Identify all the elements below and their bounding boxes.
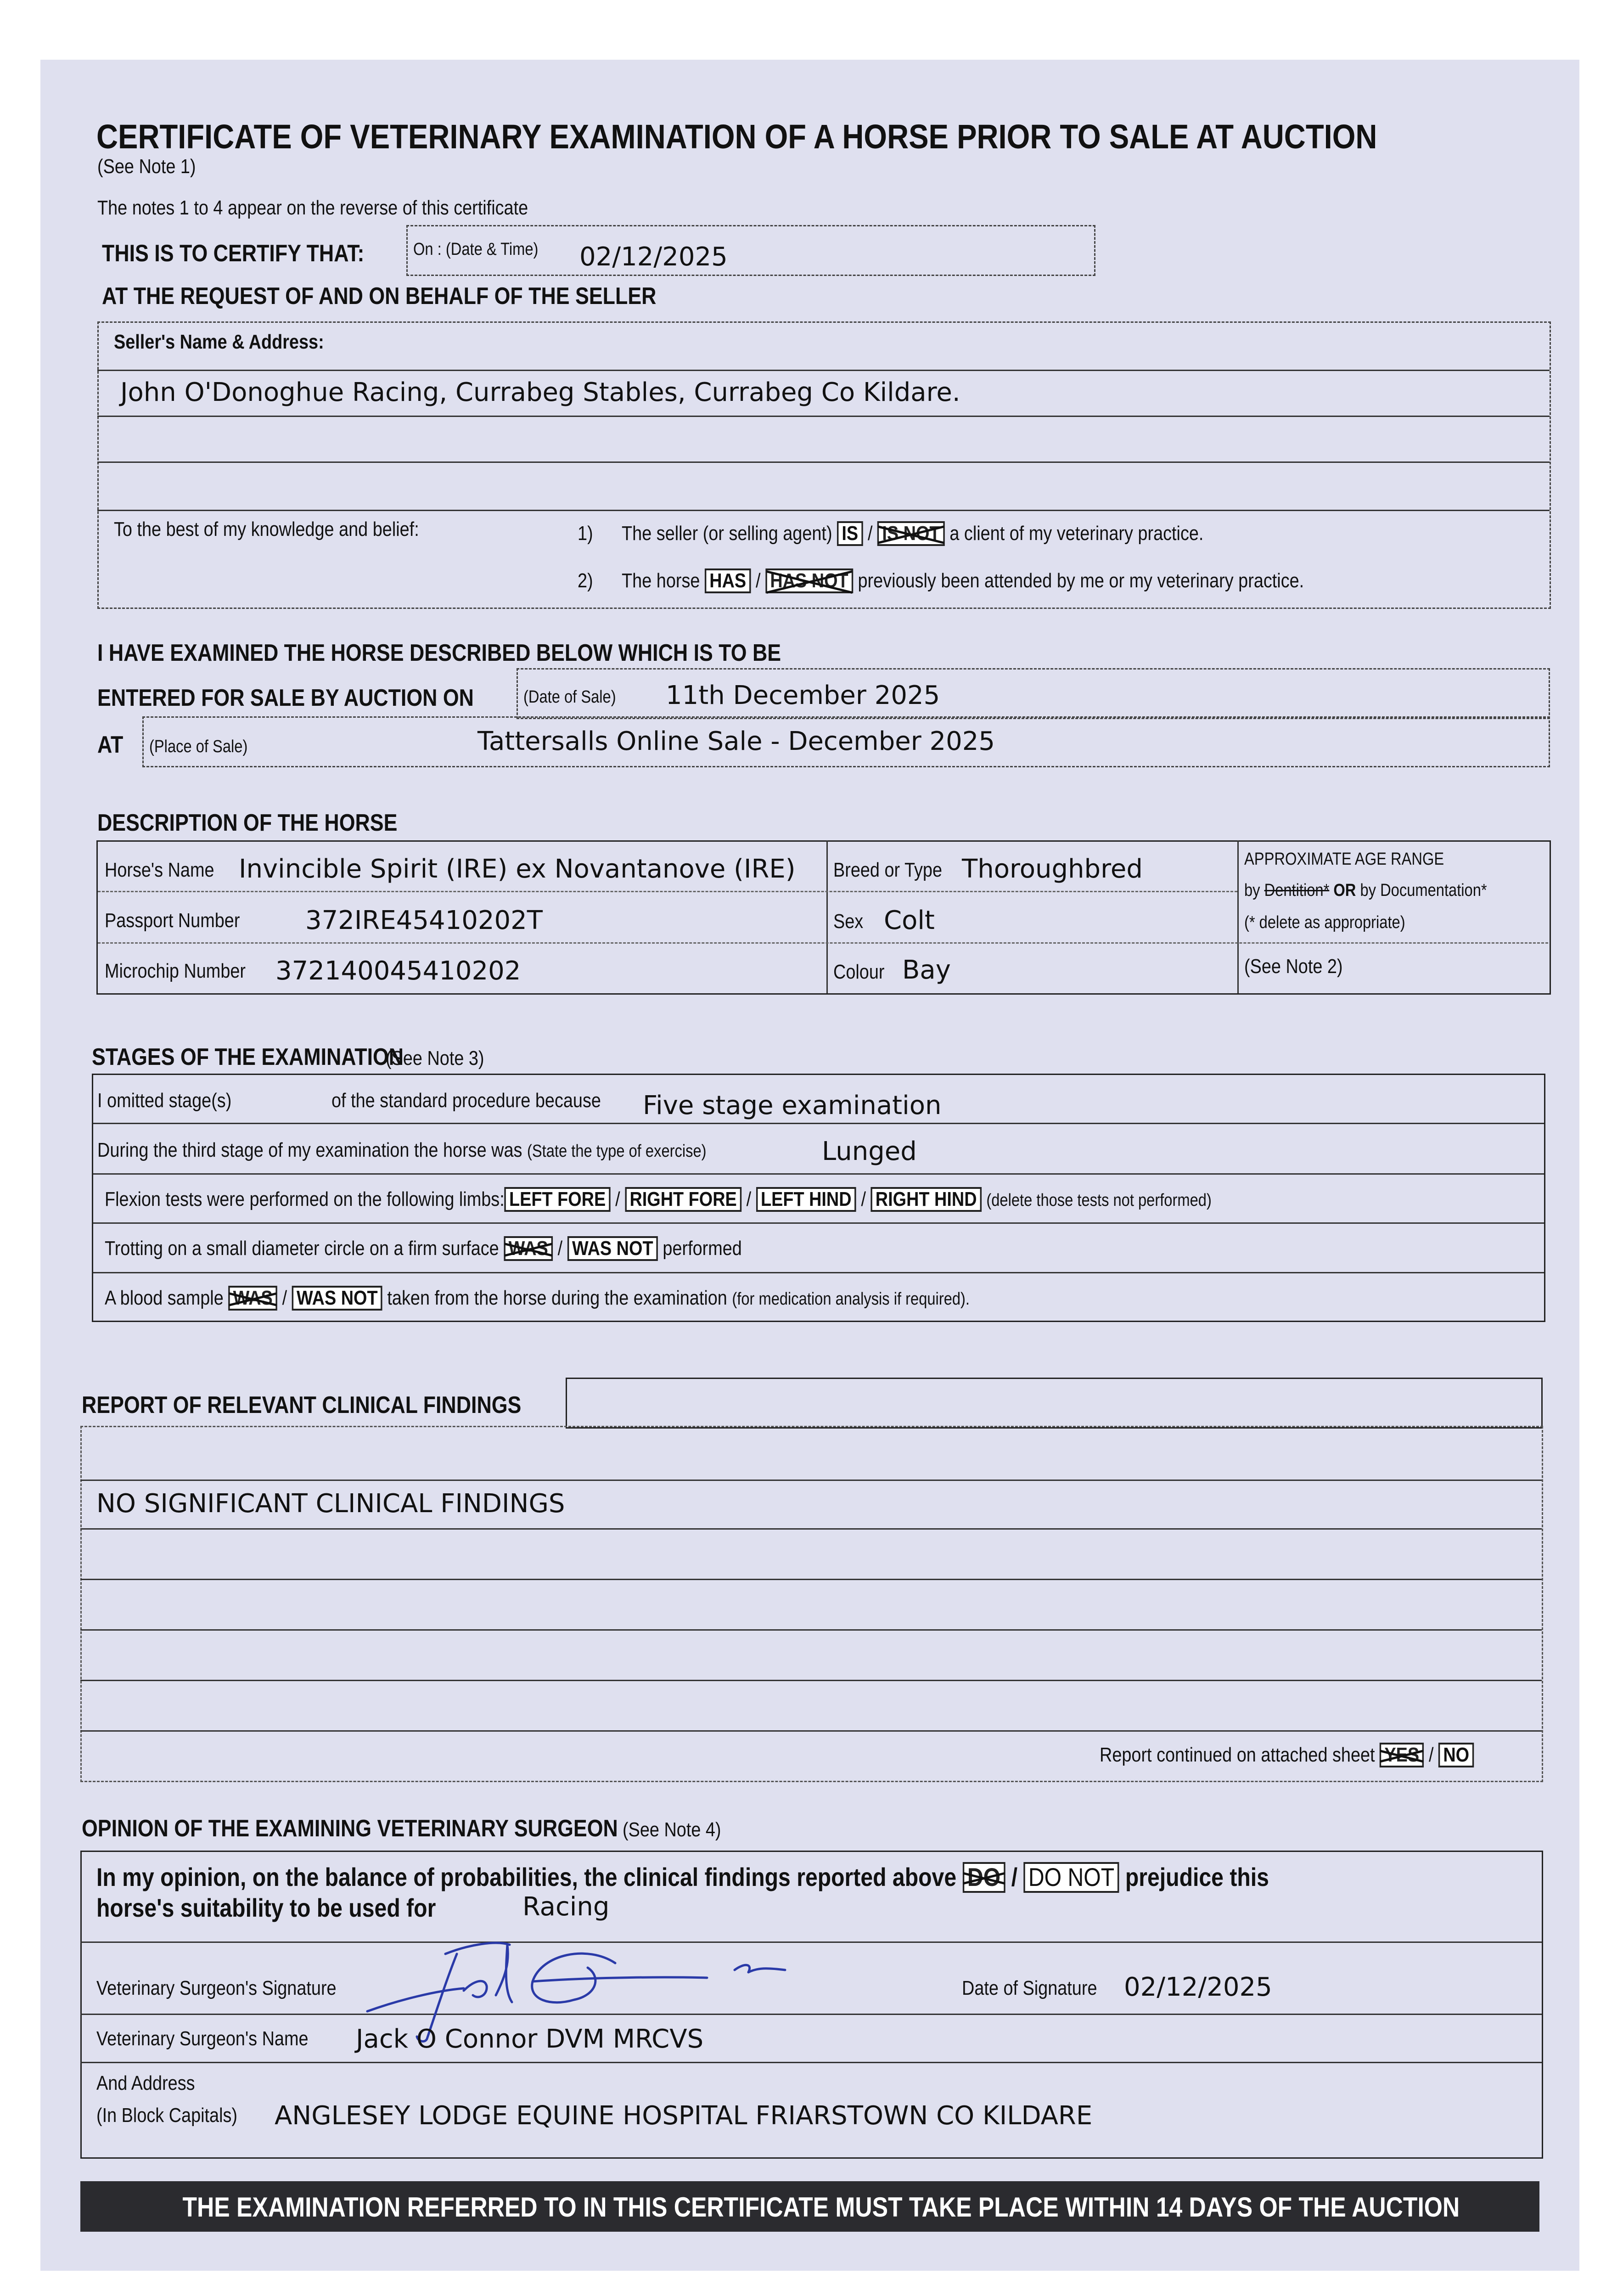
signature-label: Veterinary Surgeon's Signature [96, 1977, 337, 1999]
flex-note: (delete those tests not performed) [986, 1191, 1212, 1210]
flexion-row [105, 1187, 1212, 1212]
stages-line-4 [93, 1272, 1544, 1273]
blood-suffix: taken from the horse during the examination [387, 1287, 727, 1309]
item2-suffix: previously been attended by me or my veterinary practice. [858, 569, 1304, 592]
age-range-heading: APPROXIMATE AGE RANGE [1244, 850, 1444, 869]
desc-divider-1 [826, 840, 828, 993]
seller-box [97, 321, 1551, 609]
flexion-label: Flexion tests were performed on the following limbs: [105, 1188, 505, 1210]
footer-text: THE EXAMINATION REFERRED TO IN THIS CERTIFICATE MUST TAKE PLACE WITHIN 14 DAYS OF THE AUCTION [182, 2192, 1460, 2223]
description-heading: DESCRIPTION OF THE HORSE [97, 810, 398, 836]
blood-was-not-option[interactable]: WAS NOT [292, 1286, 382, 1311]
item1-suffix: a client of my veterinary practice. [949, 522, 1204, 545]
horse-has-not-option[interactable]: HAS NOT [765, 568, 853, 593]
trot-suffix: performed [663, 1237, 742, 1260]
opinion-line-3 [80, 2062, 1542, 2063]
item1-separator: / [867, 522, 873, 545]
omitted-value[interactable]: Five stage examination [643, 1091, 942, 1120]
vet-name-label: Veterinary Surgeon's Name [96, 2027, 309, 2050]
microchip-label: Microchip Number [105, 960, 246, 982]
client-is-option[interactable]: IS [837, 521, 863, 546]
examined-line: I HAVE EXAMINED THE HORSE DESCRIBED BELOW WHICH IS TO BE [97, 640, 781, 666]
address-label-1: And Address [96, 2072, 195, 2094]
on-date-time-label: On : (Date & Time) [413, 240, 539, 259]
third-stage-note: (State the type of exercise) [527, 1142, 707, 1161]
sale-date-label: (Date of Sale) [523, 687, 616, 707]
colour-label: Colour [833, 961, 885, 983]
report-heading: REPORT OF RELEVANT CLINICAL FINDINGS [82, 1392, 522, 1418]
desc-row-line-2 [98, 942, 1548, 944]
item1-number: 1) [578, 522, 593, 545]
item2-text: The horse [622, 569, 700, 592]
flex-left-fore-option[interactable]: LEFT FORE [505, 1187, 611, 1212]
knowledge-label: To the best of my knowledge and belief: [114, 518, 419, 540]
seller-line-4 [97, 510, 1550, 511]
report-continued-label: Report continued on attached sheet [1100, 1744, 1375, 1766]
horse-name-value[interactable]: Invincible Spirit (IRE) ex Novantanove (IRE) [239, 854, 796, 884]
report-line-2 [80, 1528, 1542, 1530]
notes-line: The notes 1 to 4 appear on the reverse of this certificate [97, 197, 528, 219]
flex-left-hind-option[interactable]: LEFT HIND [756, 1187, 856, 1212]
blood-note: (for medication analysis if required). [732, 1289, 970, 1309]
report-no-option[interactable]: NO [1438, 1743, 1474, 1767]
trot-label: Trotting on a small diameter circle on a firm surface [105, 1237, 499, 1260]
age-documentation-option[interactable]: by Documentation* [1360, 881, 1487, 900]
desc-divider-2 [1237, 840, 1239, 993]
report-line-4 [80, 1629, 1542, 1631]
omitted-mid: of the standard procedure because [331, 1089, 601, 1112]
opinion-heading-text: OPINION OF THE EXAMINING VETERINARY SURGEON [82, 1815, 618, 1842]
opinion-statement: In my opinion, on the balance of probabilities, the clinical findings reported above DO / DO NOT prejudice this [96, 1862, 1269, 1893]
sale-date-value: 11th December 2025 [666, 681, 940, 710]
desc-row-line-1 [98, 891, 1237, 892]
request-line: AT THE REQUEST OF AND ON BEHALF OF THE SELLER [102, 283, 657, 310]
blood-was-option[interactable]: WAS [228, 1286, 277, 1311]
stages-heading [92, 1043, 500, 1071]
at-label: AT [97, 732, 124, 758]
vet-address-value[interactable]: ANGLESEY LODGE EQUINE HOSPITAL FRIARSTOWN CO KILDARE [275, 2101, 1093, 2131]
passport-label: Passport Number [105, 909, 240, 932]
age-method-line [1244, 881, 1487, 900]
flex-sep-1: / [615, 1188, 620, 1210]
suitability-value[interactable]: Racing [522, 1892, 610, 1922]
microchip-value[interactable]: 372140045410202 [275, 956, 521, 986]
suitability-label: horse's suitability to be used for [96, 1893, 436, 1922]
trot-was-option[interactable]: WAS [504, 1236, 553, 1261]
sex-value[interactable]: Colt [884, 906, 935, 935]
signature-date-label: Date of Signature [962, 1977, 1097, 1999]
horse-has-option[interactable]: HAS [705, 568, 751, 593]
report-line-3 [80, 1579, 1542, 1580]
report-heading-field [566, 1378, 1543, 1429]
breed-label: Breed or Type [833, 859, 943, 881]
sex-label: Sex [833, 910, 864, 933]
breed-value[interactable]: Thoroughbred [962, 854, 1143, 884]
item2-separator: / [756, 569, 761, 592]
footer-bar [80, 2181, 1539, 2232]
trot-was-not-option[interactable]: WAS NOT [567, 1236, 658, 1261]
auction-line: ENTERED FOR SALE BY AUCTION ON [97, 685, 474, 711]
signature-date-value[interactable]: 02/12/2025 [1124, 1972, 1272, 2002]
report-line-5 [80, 1680, 1542, 1681]
stages-heading-note: (See Note 3) [385, 1047, 484, 1069]
on-date-time-value: 02/12/2025 [579, 242, 728, 272]
omitted-pre: I omitted stage(s) [97, 1089, 232, 1112]
blood-row: A blood sample WAS / WAS NOT taken from the horse during the examination (for medication analysis if required). [105, 1286, 970, 1311]
item2-number: 2) [578, 569, 593, 592]
flex-sep-2: / [746, 1188, 752, 1210]
colour-value[interactable]: Bay [902, 955, 951, 985]
seller-line-3 [97, 461, 1550, 463]
report-yes-option[interactable]: YES [1380, 1743, 1424, 1767]
seller-line-2 [97, 416, 1550, 417]
age-or: OR [1333, 881, 1356, 900]
stages-line-3 [93, 1222, 1544, 1224]
age-dentition-option[interactable]: Dentition* [1264, 881, 1330, 900]
opinion-heading-note: (See Note 4) [622, 1818, 721, 1841]
age-delete-note: (* delete as appropriate) [1244, 913, 1405, 932]
see-note-1: (See Note 1) [97, 155, 196, 178]
passport-value[interactable]: 372IRE45410202T [305, 906, 543, 935]
vet-name-value[interactable]: Jack O Connor DVM MRCVS [356, 2024, 704, 2054]
certificate-title: CERTIFICATE OF VETERINARY EXAMINATION OF A HORSE PRIOR TO SALE AT AUCTION [96, 118, 1377, 156]
third-stage-label [97, 1139, 707, 1162]
flex-right-hind-option[interactable]: RIGHT HIND [870, 1187, 981, 1212]
third-stage-value[interactable]: Lunged [822, 1137, 917, 1166]
report-finding[interactable]: NO SIGNIFICANT CLINICAL FINDINGS [96, 1489, 565, 1519]
sale-place-label: (Place of Sale) [149, 737, 248, 756]
age-by: by [1244, 881, 1260, 900]
blood-label: A blood sample [105, 1287, 224, 1309]
opinion-heading [82, 1815, 737, 1842]
attended-statement [578, 568, 1304, 593]
client-statement [578, 521, 1203, 546]
third-stage-text: During the third stage of my examination the horse was [97, 1139, 522, 1161]
opinion-text-suffix: prejudice this [1125, 1863, 1269, 1891]
seller-line-1 [97, 370, 1550, 371]
opinion-text: In my opinion, on the balance of probabilities, the clinical findings reported above [96, 1863, 957, 1891]
item1-text: The seller (or selling agent) [622, 522, 832, 545]
horse-name-label: Horse's Name [105, 859, 214, 881]
report-line-1 [80, 1480, 1542, 1481]
opinion-do-option[interactable]: DO [963, 1862, 1005, 1893]
report-line-6 [80, 1730, 1542, 1732]
stages-line-1 [93, 1123, 1544, 1124]
flex-right-fore-option[interactable]: RIGHT FORE [625, 1187, 741, 1212]
seller-address[interactable]: John O'Donoghue Racing, Currabeg Stables, Currabeg Co Kildare. [120, 377, 960, 407]
stages-heading-text: STAGES OF THE EXAMINATION [92, 1044, 404, 1070]
report-continued: Report continued on attached sheet YES / NO [1100, 1743, 1474, 1767]
client-is-not-option[interactable]: IS NOT [877, 521, 945, 546]
sale-place-value: Tattersalls Online Sale - December 2025 [477, 726, 995, 756]
certify-label: THIS IS TO CERTIFY THAT: [102, 240, 365, 267]
flex-sep-3: / [861, 1188, 866, 1210]
trotting-row: Trotting on a small diameter circle on a firm surface WAS / WAS NOT performed [105, 1236, 742, 1261]
seller-name-label: Seller's Name & Address: [114, 331, 324, 353]
age-see-note: (See Note 2) [1244, 955, 1343, 978]
stages-line-2 [93, 1173, 1544, 1175]
address-label-2: (In Block Capitals) [96, 2104, 238, 2127]
opinion-do-not-option[interactable]: DO NOT [1024, 1862, 1119, 1893]
